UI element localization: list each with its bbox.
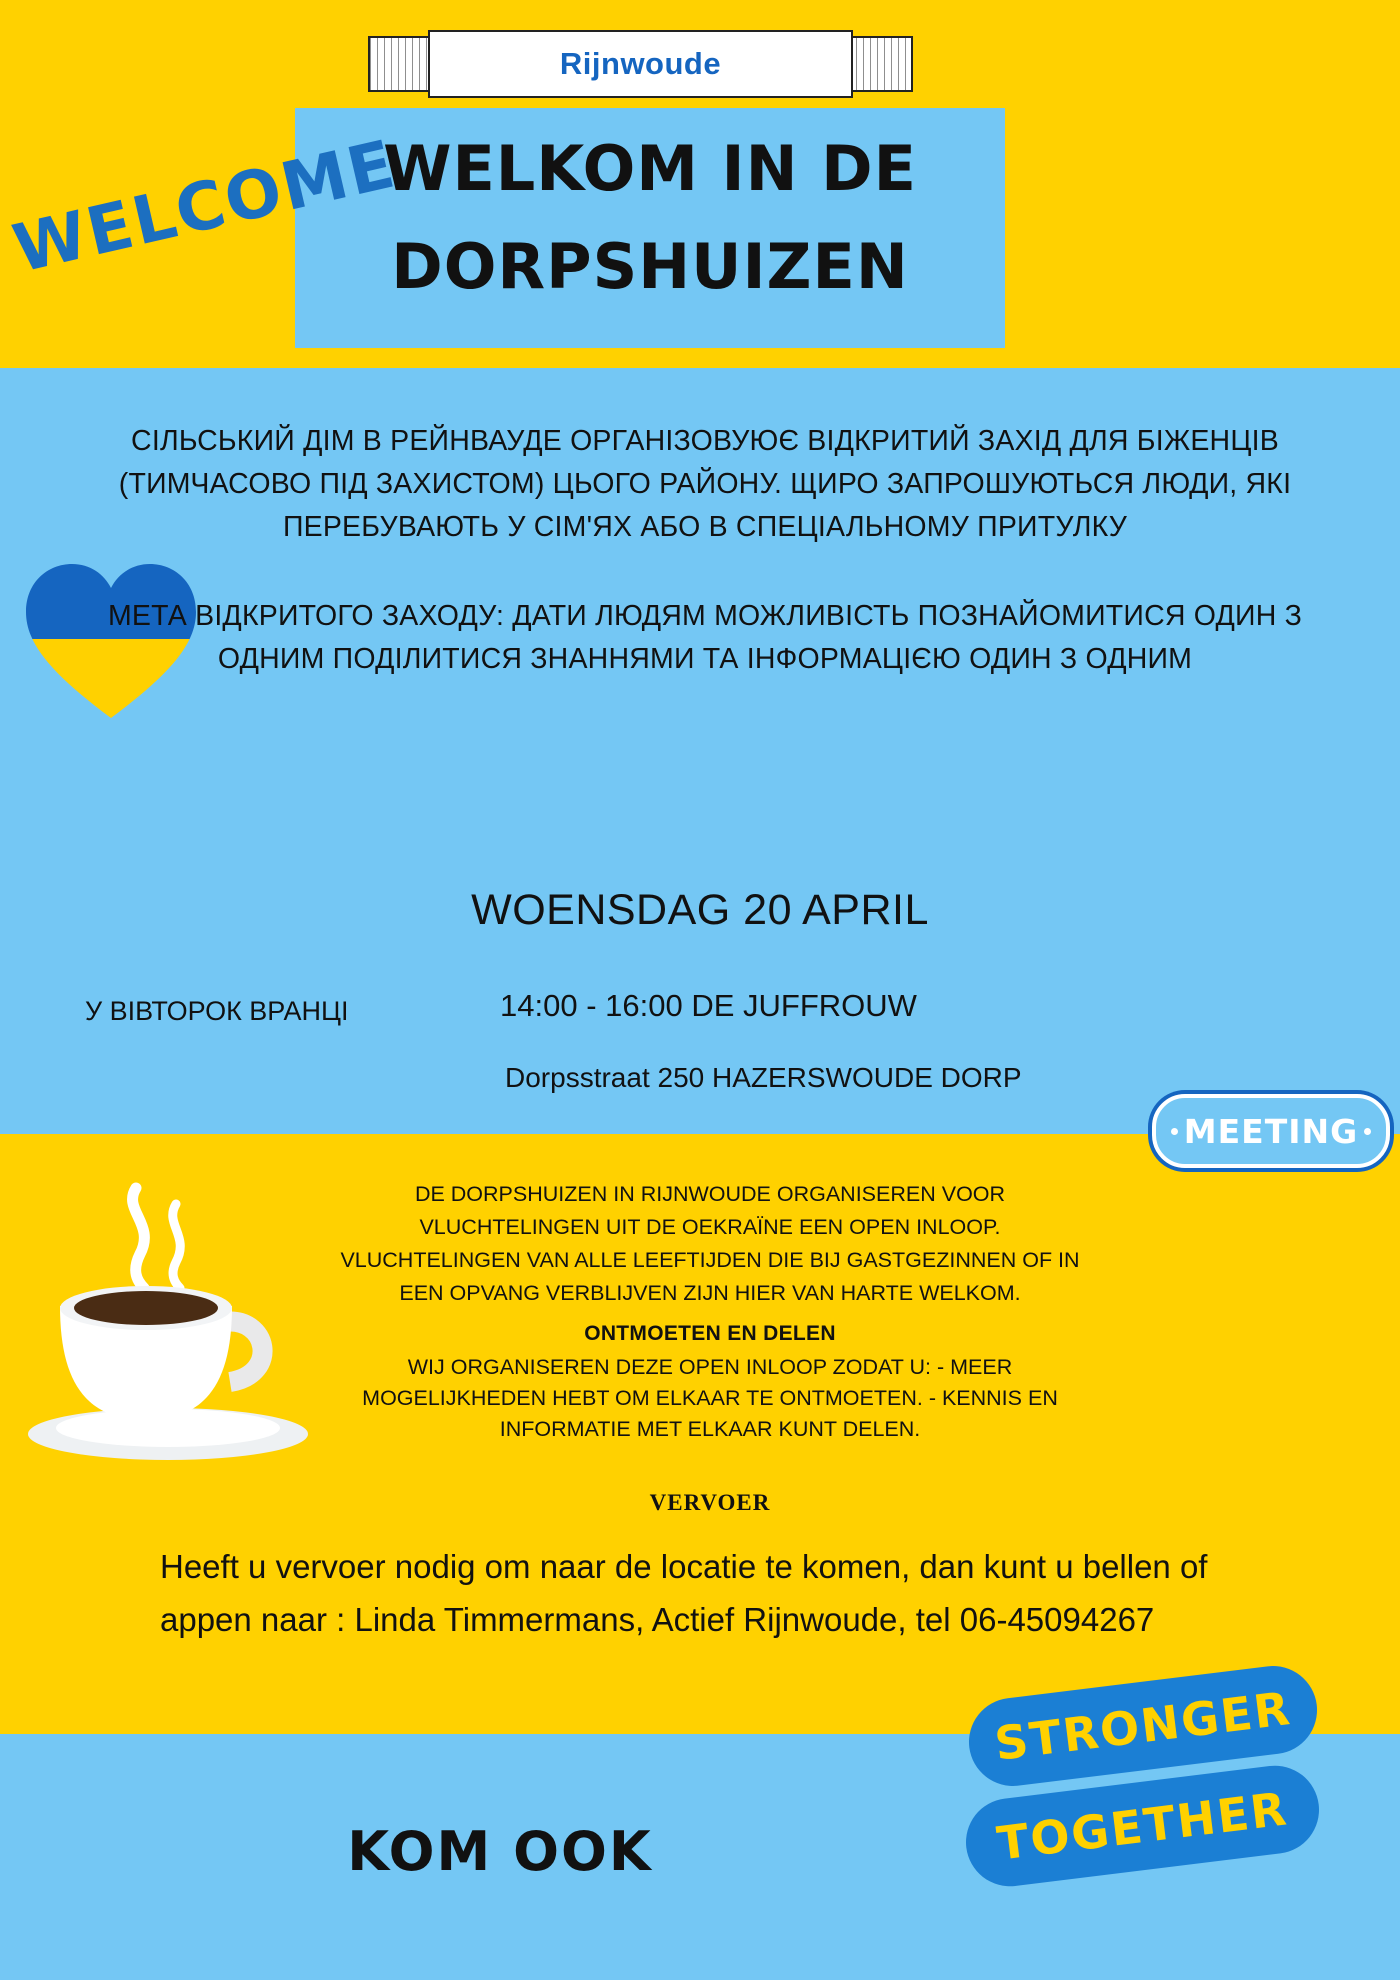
kom-ook-text: KOM OOK xyxy=(347,1820,653,1883)
ukrainian-tuesday-label: У ВІВТОРОК ВРАНЦІ xyxy=(85,996,349,1026)
ukrainian-paragraph-2: МЕТА ВІДКРИТОГО ЗАХОДУ: ДАТИ ЛЮДЯМ МОЖЛИВІСТЬ ПОЗНАЙОМИТИСЯ ОДИН З ОДНИМ ПОДІЛИТИСЯ ЗНАННЯМИ ТА ІНФОРМАЦІЄЮ ОДИН З ОДНИМ xyxy=(107,600,1303,675)
event-time-venue: 14:00 - 16:00 DE JUFFROUW xyxy=(500,988,917,1023)
dutch-heading-meet: ONTMOETEN EN DELEN xyxy=(584,1322,836,1345)
sticker-dot-left xyxy=(1171,1128,1178,1135)
ribbon-center xyxy=(428,30,853,98)
ribbon-banner xyxy=(368,30,913,98)
stronger-sticker-label: STRONGER xyxy=(991,1681,1295,1771)
title-line-2: DORPSHUIZEN xyxy=(391,230,909,303)
ribbon-label: Rijnwoude xyxy=(559,46,722,81)
event-address: Dorpsstraat 250 HAZERSWOUDE DORP xyxy=(505,1062,1022,1093)
dutch-list-text: WIJ ORGANISEREN DEZE OPEN INLOOP ZODAT U: - MEER MOGELIJKHEDEN HEBT OM ELKAAR TE ONTMOETEN. - KENNIS EN INFORMATIE MET ELKAAR KUNT DELEN. xyxy=(362,1355,1058,1441)
dutch-transport-text: Heeft u vervoer nodig om naar de locatie te komen, dan kunt u bellen of appen naar : Linda Timmermans, Actief Rijnwoude, tel 06-45094267 xyxy=(160,1548,1208,1638)
ukrainian-paragraph-1: СІЛЬСЬКИЙ ДІМ В РЕЙНВАУДЕ ОРГАНІЗОВУЮЄ ВІДКРИТИЙ ЗАХІД ДЛЯ БІЖЕНЦІВ (ТИМЧАСОВО ПІД ЗАХИСТОМ) ЦЬОГО РАЙОНУ. ЩИРО ЗАПРОШУЮТЬСЯ ЛЮДИ, ЯКІ ПЕРЕБУВАЮТЬ У СІМ'ЯХ АБО В СПЕЦІАЛЬНОМУ ПРИТУЛКУ xyxy=(118,425,1292,543)
coffee-cup-icon xyxy=(18,1168,318,1478)
title-line-1: WELKOM IN DE xyxy=(383,132,917,205)
welcome-script-text: WELCOME xyxy=(6,125,403,288)
dutch-heading-transport: VERVOER xyxy=(649,1490,771,1515)
dutch-intro-text: DE DORPSHUIZEN IN RIJNWOUDE ORGANISEREN VOOR VLUCHTELINGEN UIT DE OEKRAÏNE EEN OPEN INLOOP. VLUCHTELINGEN VAN ALLE LEEFTIJDEN DIE BIJ GASTGEZINNEN OF IN EEN OPVANG VERBLIJVEN ZIJN HIER VAN HARTE WELKOM. xyxy=(340,1182,1080,1305)
event-date: WOENSDAG 20 APRIL xyxy=(471,886,929,934)
sticker-dot-right xyxy=(1364,1128,1371,1135)
meeting-sticker-label: MEETING xyxy=(1183,1111,1359,1151)
meeting-sticker xyxy=(1152,1094,1390,1168)
together-sticker-label: TOGETHER xyxy=(994,1781,1291,1871)
title-block xyxy=(295,108,1005,348)
ukrainian-text-block xyxy=(60,420,1350,681)
